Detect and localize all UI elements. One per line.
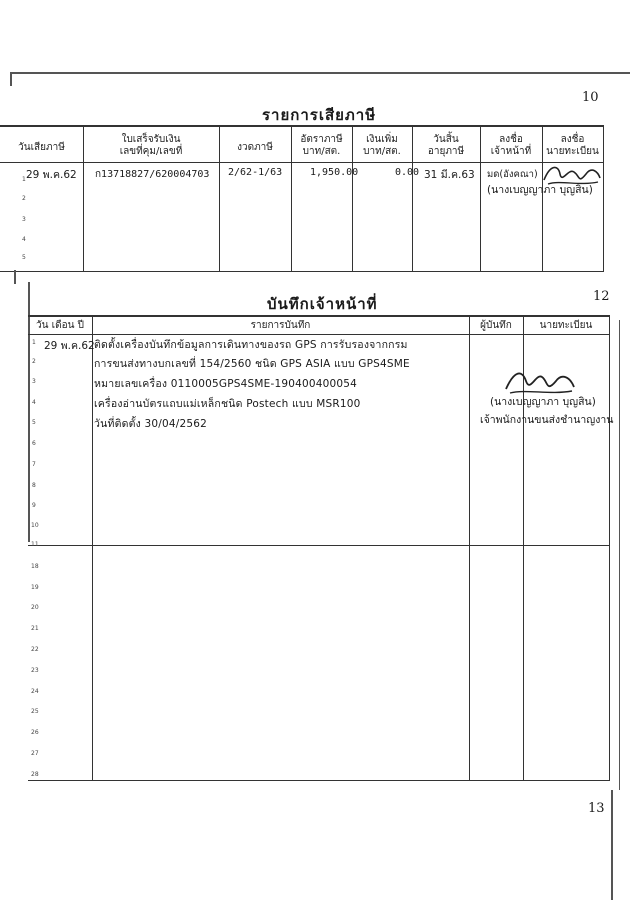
tax-row-number: 3 [22,216,26,223]
tax-header-surcharge-line1: เงินเพิ่ม [366,134,398,145]
officer-row-number: 1 [32,339,36,346]
tax-header-officer-line2: เจ้าหน้าที่ [490,146,532,157]
tax-header-surcharge-line2: บาท/สต. [363,146,401,157]
tax-row-number: 1 [22,176,26,183]
officer-row-number: 21 [31,625,39,632]
tax-header-expiry-line1: วันสิ้น [433,134,459,145]
officer-row-number: 18 [31,563,39,570]
officer-header-recorder: ผู้บันทึก [480,320,512,331]
bottom-page-number: 13 [588,801,605,816]
officer-col-divider [92,315,93,780]
officer-signer-name: (นางเบญญาภา บุญสิน) [490,396,596,408]
officer-row-number: 5 [32,419,36,426]
officer-entry-line: ติดตั้งเครื่องบันทึกข้อมูลการเดินทางของรถ GPS การรับรองจากกรม [94,339,408,351]
tax-header-receipt-line1: ใบเสร็จรับเงิน [121,134,181,145]
tax-row-number: 5 [22,254,26,261]
officer-signer-position: เจ้าพนักงานขนส่งชำนาญงาน [480,414,614,426]
officer-col-divider [609,315,610,780]
scan-edge-mark [619,320,620,790]
tax-row-receipt: ก13718827/620004703 [95,169,210,180]
tax-header-surcharge [352,134,412,158]
tax-header-expiry [412,134,480,158]
tax-header-registrar-line2: นายทะเบียน [546,146,599,157]
officer-row-number: 24 [31,688,39,695]
tax-header-rate-line1: อัตราภาษี [300,134,343,145]
tax-header-expiry-line2: อายุภาษี [427,146,465,157]
officer-entry-date: 29 พ.ค.62 [44,340,95,352]
officer-row-number: 3 [32,378,36,385]
tax-table-top-border [0,125,604,127]
tax-row-surcharge: 0.00 [395,167,420,178]
officer-header-registrar: นายทะเบียน [539,320,593,331]
officer-row-number: 20 [31,604,39,611]
tax-row-number: 2 [22,195,26,202]
officer-row-number: 7 [32,461,36,468]
officer-col-divider [469,315,470,780]
officer-row-number: 11 [31,541,39,548]
officer-row-number: 27 [31,750,39,757]
tax-table-header-border [0,162,604,163]
tax-row-expiry: 31 มี.ค.63 [424,169,475,181]
scan-edge-mark [14,270,16,284]
scan-edge-mark [10,72,12,86]
tax-row-rate: 1,950.00 [310,167,359,178]
officer-row-number: 4 [32,399,36,406]
officer-row-number: 23 [31,667,39,674]
officer-page-number: 12 [593,289,610,304]
tax-header-officer-line1: ลงชื่อ [499,134,523,145]
officer-table-bottom-border [28,780,610,781]
tax-row-period: 2/62-1/63 [228,167,283,178]
officer-section-title: บันทึกเจ้าหน้าที่ [267,295,378,313]
officer-row-number: 6 [32,440,36,447]
top-page-number: 10 [582,90,599,105]
officer-row-number: 22 [31,646,39,653]
tax-col-divider [603,125,604,271]
officer-row-number: 8 [32,482,36,489]
tax-header-receipt-line2: เลขที่คุม/เลขที่ [119,146,183,157]
tax-header-period: งวดภาษี [237,142,273,153]
officer-entry-line: หมายเลขเครื่อง 0110005GPS4SME-190400400054 [94,378,358,390]
officer-header-date: วัน เดือน ปี [36,320,84,331]
tax-header-registrar-line1: ลงชื่อ [560,134,585,145]
officer-row-number: 9 [32,502,36,509]
officer-entry-line: การขนส่งทางบกเลขที่ 154/2560 ชนิด GPS ASIA แบบ GPS4SME [94,358,410,370]
tax-header-registrar [542,134,603,158]
officer-row-number: 28 [31,771,39,778]
tax-row-date: 29 พ.ค.62 [26,169,77,181]
tax-header-receipt [83,134,219,158]
tax-header-rate-line2: บาท/สต. [302,146,341,157]
tax-header-rate [291,134,352,158]
signature-icon [540,160,604,190]
tax-header-officer [480,134,542,158]
officer-entry-line: เครื่องอ่านบัตรแถบแม่เหล็กชนิด Postech แบบ MSR100 [94,398,361,410]
tax-row-signer-name: (นางเบญญาภา บุญสิน) [487,184,593,196]
tax-table-bottom-border [0,271,604,272]
officer-row-number: 25 [31,708,39,715]
officer-row-number: 26 [31,729,39,736]
tax-row-officer-name: มด(อังคณา) [487,169,538,180]
scan-edge-mark [611,790,613,900]
officer-row-number: 10 [31,522,39,529]
officer-entry-line: วันที่ติดตั้ง 30/04/2562 [94,418,208,430]
scan-edge-line [10,72,630,74]
officer-row-number: 2 [32,358,36,365]
tax-header-date: วันเสียภาษี [18,142,65,153]
officer-row-number: 19 [31,584,39,591]
tax-section-title: รายการเสียภาษี [262,106,377,124]
tax-row-number: 4 [22,236,26,243]
officer-header-entry: รายการบันทึก [250,320,311,331]
